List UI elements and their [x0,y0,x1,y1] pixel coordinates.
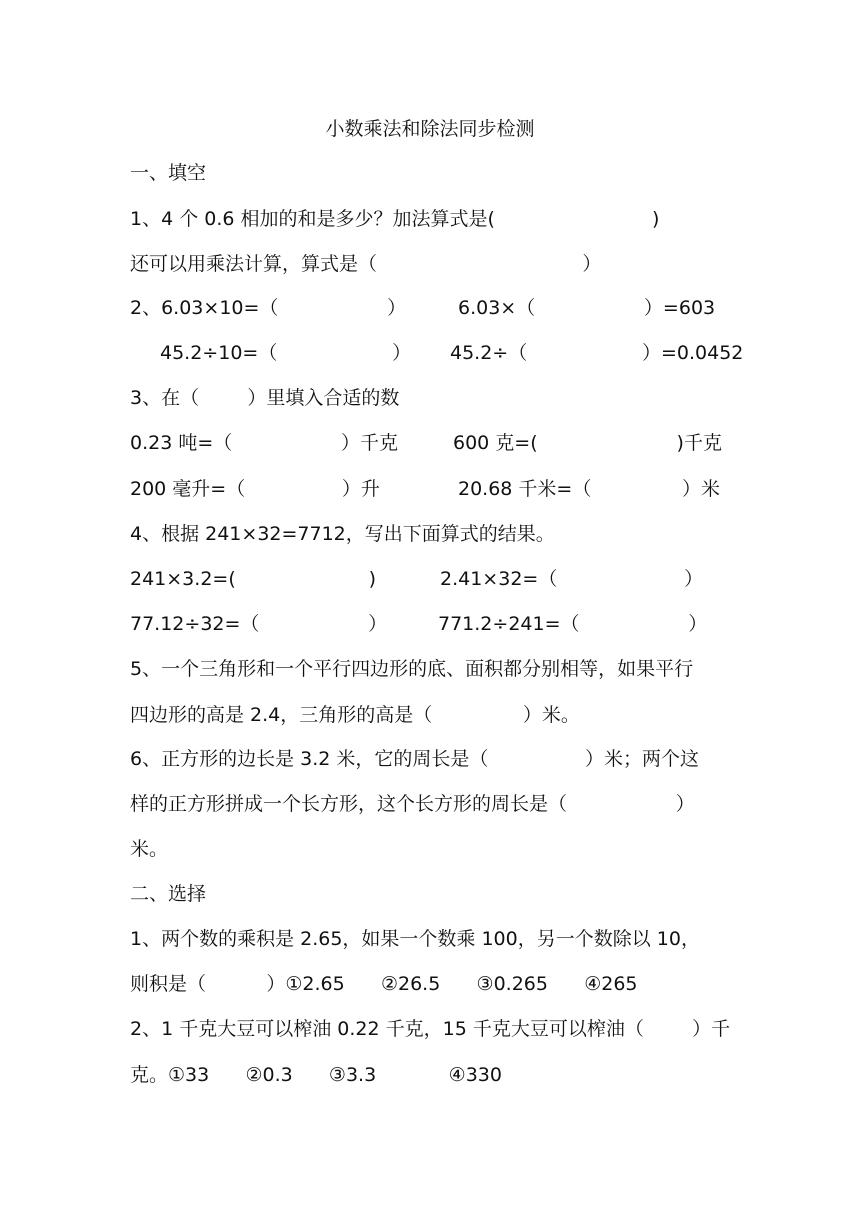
q2-part-d: 45.2÷（ ）=0.0452 [450,342,744,364]
q2-part-b: 6.03×（ ）=603 [458,297,716,319]
q2-part-c: 45.2÷10=（ ） [160,342,412,364]
choice-q1-line1: 1、两个数的乘积是 2.65，如果一个数乘 100，另一个数除以 10， [130,928,700,950]
q4-heading: 4、根据 241×32=7712，写出下面算式的结果。 [130,523,555,545]
choice-q2-line2: 克。①33 ②0.3 ③3.3 ④330 [130,1064,502,1086]
q3-part-a: 0.23 吨=（ ）千克 [130,432,398,454]
q4-part-c: 77.12÷32=（ ） [130,613,388,635]
choice-q1-line2: 则积是（ ）①2.65 ②26.5 ③0.265 ④265 [130,973,638,995]
choice-q2-line1: 2、1 千克大豆可以榨油 0.22 千克，15 千克大豆可以榨油（ ）千 [130,1018,731,1040]
q1-line1: 1、4 个 0.6 相加的和是多少？加法算式是( ) [130,208,660,230]
q6-line2: 样的正方形拼成一个长方形，这个长方形的周长是（ ） [130,793,695,815]
q4-part-a: 241×3.2=( ) [130,568,377,590]
q3-part-b: 600 克=( )千克 [453,432,722,454]
q1-line2: 还可以用乘法计算，算式是（ ） [130,253,602,275]
q5-line1: 5、一个三角形和一个平行四边形的底、面积都分别相等，如果平行 [130,658,694,680]
section-heading-fill-blanks: 一、填空 [130,162,207,184]
q3-heading: 3、在（ ）里填入合适的数 [130,387,400,409]
q4-part-d: 771.2÷241=（ ） [438,613,708,635]
q3-part-d: 20.68 千米=（ ）米 [458,478,720,500]
q3-part-c: 200 毫升=（ ）升 [130,478,380,500]
q6-line3: 米。 [130,838,169,860]
q5-line2: 四边形的高是 2.4，三角形的高是（ ）米。 [130,704,580,726]
q4-part-b: 2.41×32=（ ） [440,568,704,590]
page-title: 小数乘法和除法同步检测 [325,118,535,140]
section-heading-choice: 二、选择 [130,883,207,905]
q2-part-a: 2、6.03×10=（ ） [130,297,407,319]
q6-line1: 6、正方形的边长是 3.2 米，它的周长是（ ）米；两个这 [130,748,700,770]
